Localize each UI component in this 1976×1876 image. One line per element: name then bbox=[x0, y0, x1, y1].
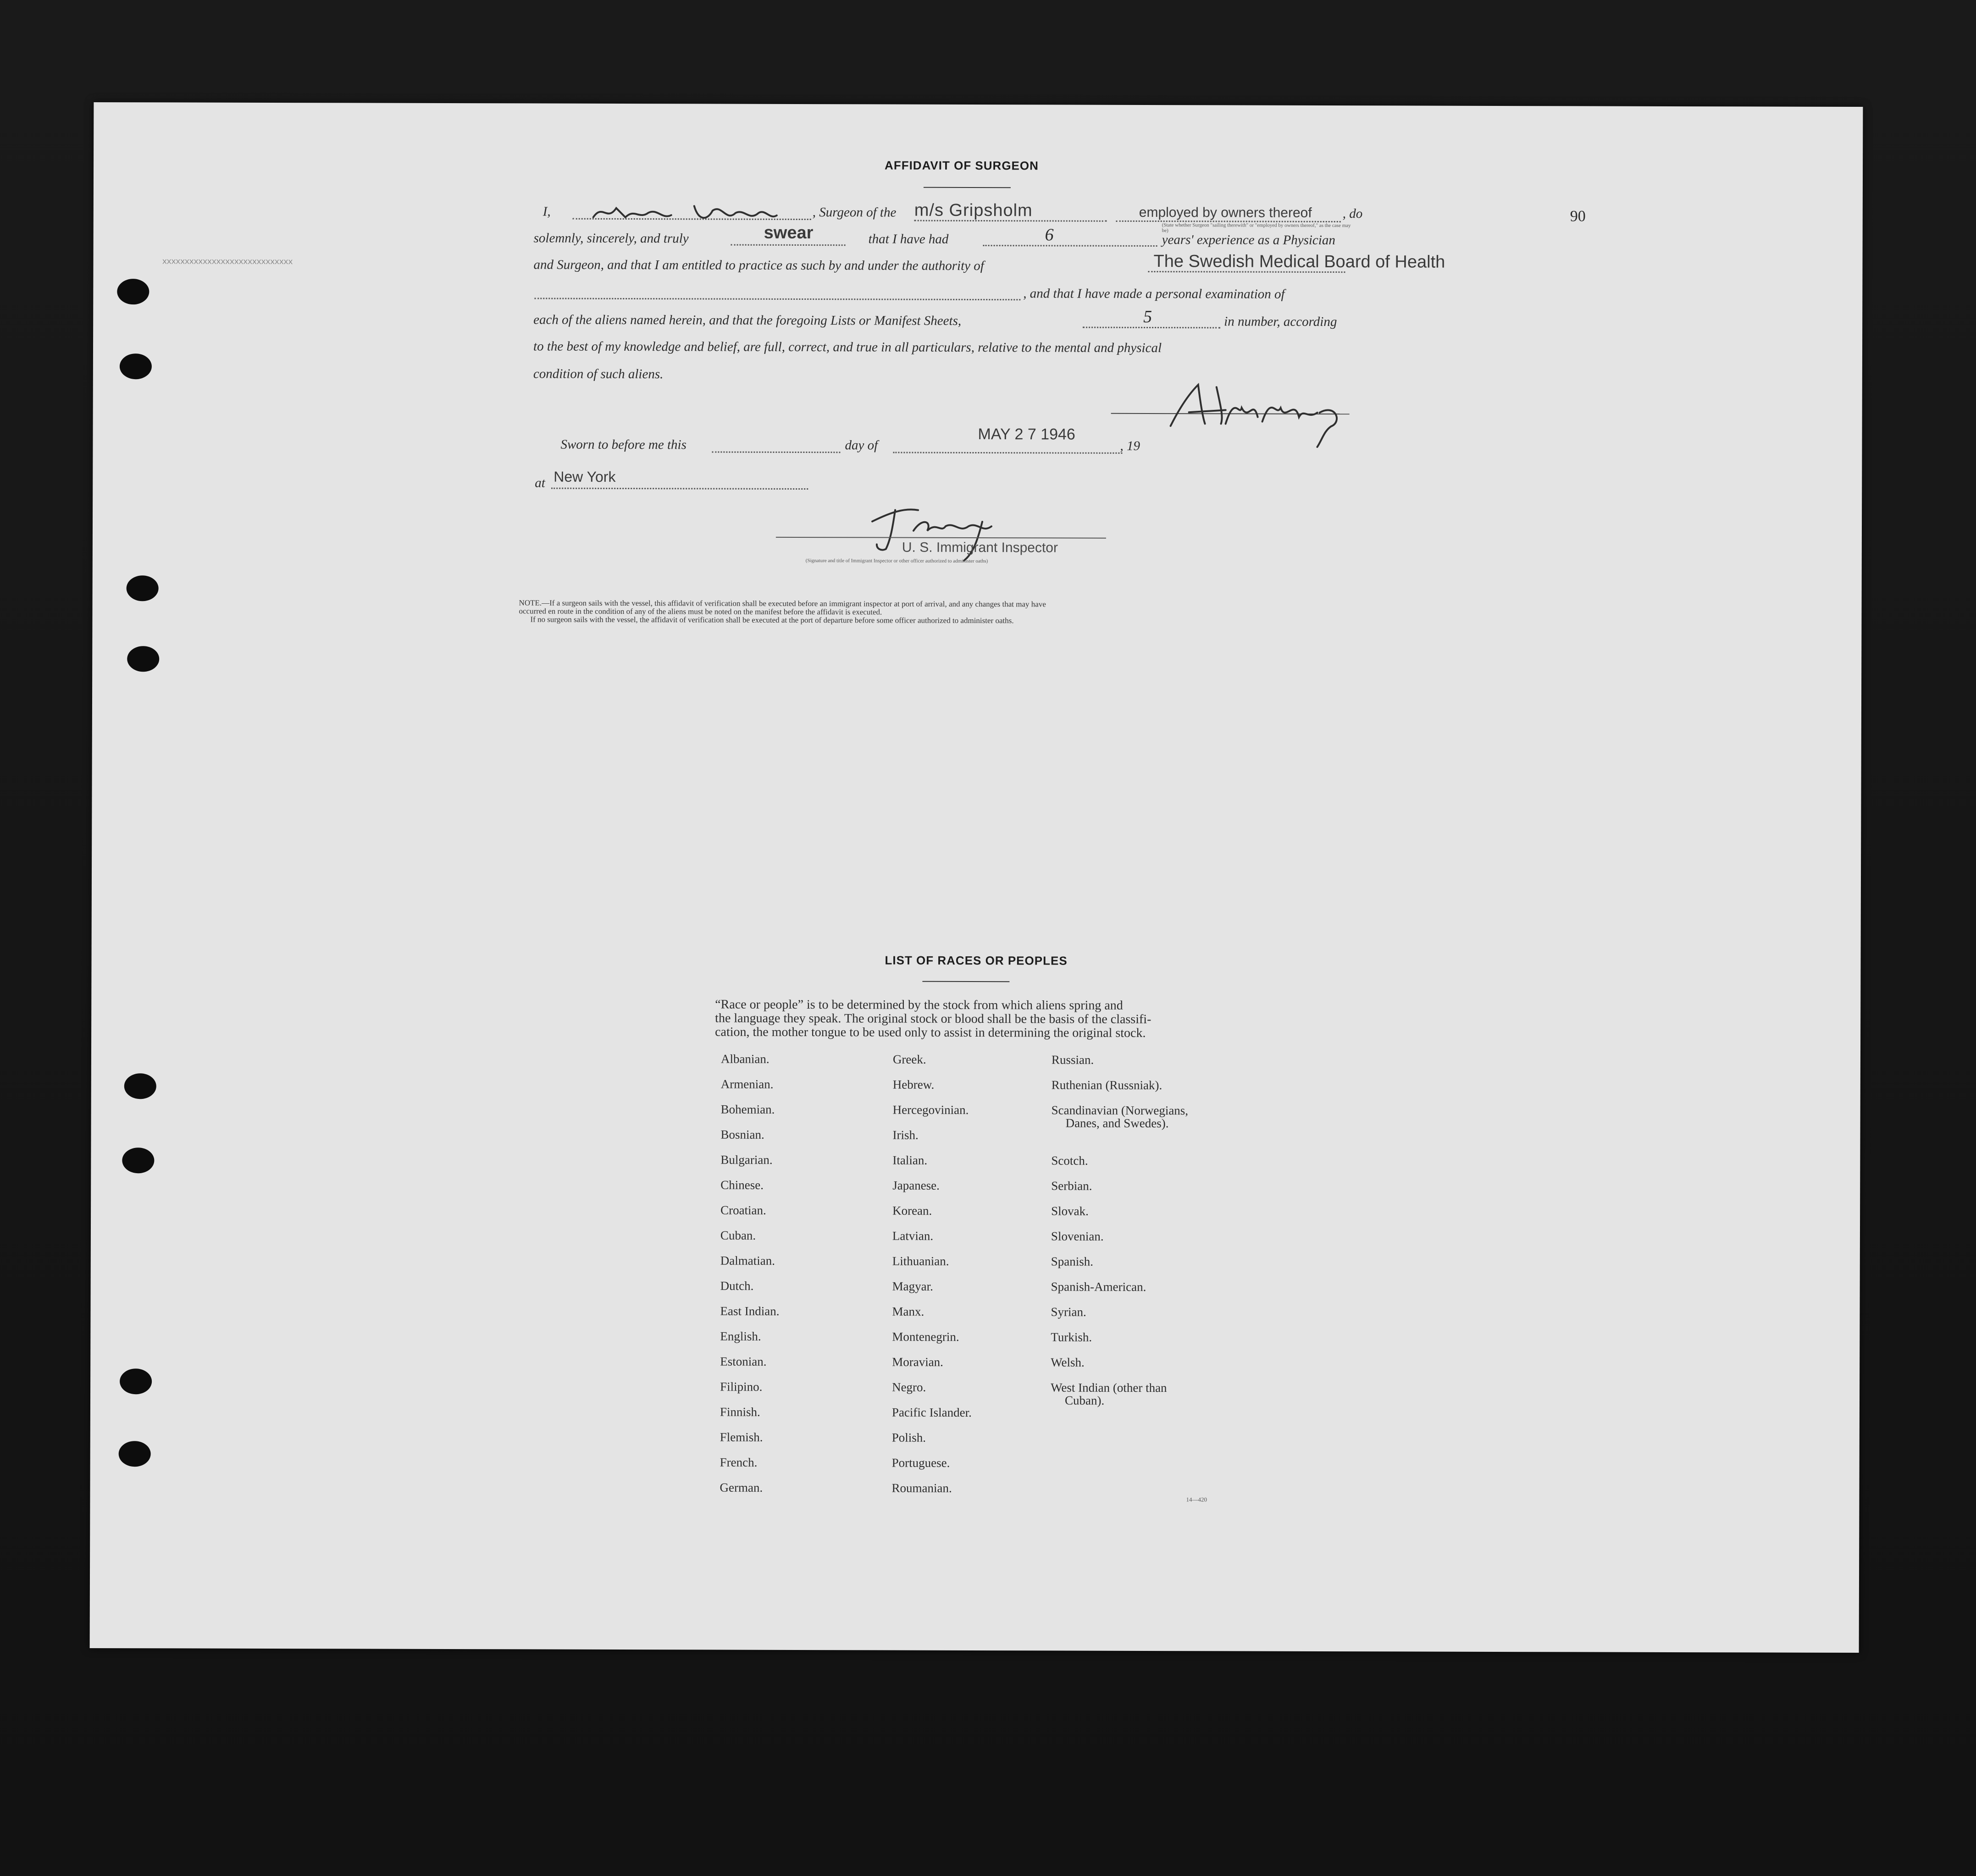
affidavit-text: , Surgeon of the bbox=[812, 205, 897, 220]
sworn-text: , 19 bbox=[1120, 438, 1140, 453]
race-item: Italian. bbox=[892, 1153, 928, 1167]
signature-caption: (Signature and title of Immigrant Inspector or other officer authorized to administer oaths) bbox=[805, 558, 988, 564]
race-item: Cuban. bbox=[720, 1228, 756, 1242]
punch-hole bbox=[117, 279, 149, 304]
race-item: Russian. bbox=[1051, 1053, 1094, 1067]
vessel-field bbox=[914, 220, 1107, 222]
race-item: Bohemian. bbox=[720, 1102, 775, 1116]
race-item: Albanian. bbox=[720, 1052, 769, 1066]
race-item: Spanish-American. bbox=[1051, 1280, 1146, 1294]
races-intro-line: the language they speak. The original stock or blood shall be the basis of the classifi- bbox=[715, 1011, 1151, 1026]
race-item: Manx. bbox=[892, 1304, 924, 1319]
race-item: Filipino. bbox=[720, 1379, 763, 1394]
race-item-continued: Cuban). bbox=[1064, 1393, 1105, 1407]
race-item: Dutch. bbox=[720, 1279, 754, 1293]
affidavit-note-line: occurred en route in the condition of any of the aliens must be noted on the manifest before the affidavit is executed. bbox=[519, 607, 882, 617]
inspector-title-stamp: U. S. Immigrant Inspector bbox=[902, 540, 1058, 556]
race-item: Estonian. bbox=[720, 1354, 767, 1368]
affidavit-text: , do bbox=[1342, 206, 1363, 221]
race-item: French. bbox=[720, 1455, 758, 1469]
race-item-continued: Danes, and Swedes). bbox=[1065, 1116, 1169, 1131]
affidavit-note-line: NOTE.—If a surgeon sails with the vessel, this affidavit of verification shall be executed before an immigrant inspector at port of arrival, and any changes that may have bbox=[519, 598, 1046, 609]
race-item: Moravian. bbox=[892, 1355, 943, 1369]
sworn-text: at bbox=[535, 475, 545, 491]
race-item: Japanese. bbox=[892, 1178, 940, 1192]
race-item: Montenegrin. bbox=[892, 1330, 959, 1344]
race-item: Syrian. bbox=[1051, 1305, 1086, 1319]
race-item: English. bbox=[720, 1329, 761, 1343]
race-item: East Indian. bbox=[720, 1304, 780, 1318]
race-item: Spanish. bbox=[1051, 1254, 1094, 1269]
races-title-underline bbox=[922, 981, 1009, 982]
race-item: Serbian. bbox=[1051, 1179, 1092, 1193]
race-item: Armenian. bbox=[720, 1077, 774, 1091]
affidavit-text: I, bbox=[542, 204, 551, 219]
sworn-month-field bbox=[893, 452, 1122, 454]
punch-hole bbox=[127, 646, 159, 672]
affidavit-text: , and that I have made a personal examination of bbox=[1023, 286, 1285, 302]
punch-hole bbox=[119, 1441, 151, 1467]
race-item: Chinese. bbox=[720, 1178, 764, 1192]
affidavit-text: to the best of my knowledge and belief, are full, correct, and true in all particulars, relative to the mental and physical bbox=[533, 339, 1162, 356]
authority-field-continued bbox=[534, 298, 1020, 300]
punch-hole bbox=[124, 1073, 156, 1099]
race-item: Latvian. bbox=[892, 1229, 934, 1243]
surgeon-signature bbox=[1161, 366, 1354, 449]
race-item: Irish. bbox=[892, 1128, 919, 1142]
affidavit-text: that I have had bbox=[868, 232, 949, 247]
sworn-place-field bbox=[551, 488, 808, 490]
sworn-text: day of bbox=[845, 438, 878, 453]
race-item: Flemish. bbox=[720, 1430, 763, 1444]
punch-hole bbox=[127, 575, 159, 601]
race-item: Magyar. bbox=[892, 1279, 933, 1293]
years-field bbox=[983, 245, 1157, 247]
licensing-authority: The Swedish Medical Board of Health bbox=[1153, 252, 1445, 272]
punch-hole bbox=[120, 353, 152, 379]
race-item: Negro. bbox=[892, 1380, 926, 1394]
form-number: 14—420 bbox=[1186, 1496, 1207, 1503]
employment-note: (State whether Surgeon "sailing therewith" or "employed by owners thereof," as the case may be) bbox=[1162, 222, 1351, 234]
affidavit-text: years' experience as a Physician bbox=[1162, 232, 1335, 248]
races-intro-line: “Race or people” is to be determined by the stock from which aliens spring and bbox=[715, 997, 1123, 1013]
race-item: Scandinavian (Norwegians, bbox=[1051, 1103, 1189, 1118]
races-title: LIST OF RACES OR PEOPLES bbox=[885, 953, 1068, 968]
crossed-out-line: xxxxxxxxxxxxxxxxxxxxxxxxxxxxx bbox=[162, 257, 293, 267]
race-item: Lithuanian. bbox=[892, 1254, 949, 1268]
race-item: Bosnian. bbox=[720, 1127, 764, 1142]
race-item: Slovenian. bbox=[1051, 1229, 1104, 1243]
affidavit-text: and Surgeon, and that I am entitled to practice as such by and under the authority of bbox=[533, 257, 984, 274]
vessel-name: m/s Gripsholm bbox=[914, 200, 1033, 221]
race-item: Turkish. bbox=[1051, 1330, 1092, 1344]
affidavit-text: solemnly, sincerely, and truly bbox=[533, 231, 689, 246]
employment-status: employed by owners thereof bbox=[1139, 204, 1312, 221]
years-experience: 6 bbox=[1045, 225, 1054, 245]
authority-field bbox=[1148, 271, 1345, 273]
affidavit-text: condition of such aliens. bbox=[533, 366, 664, 382]
affidavit-text: each of the aliens named herein, and that the foregoing Lists or Manifest Sheets, bbox=[533, 312, 962, 328]
sheets-field bbox=[1083, 327, 1220, 329]
affidavit-note-line: If no surgeon sails with the vessel, the affidavit of verification shall be executed at the port of departure before some officer authorized to administer oaths. bbox=[530, 615, 1014, 625]
race-item: Roumanian. bbox=[891, 1481, 952, 1495]
races-intro-line: cation, the mother tongue to be used only to assist in determining the original stock. bbox=[715, 1025, 1146, 1040]
race-item: German. bbox=[720, 1480, 763, 1495]
race-item: Ruthenian (Russniak). bbox=[1051, 1078, 1162, 1092]
oath-field bbox=[731, 244, 846, 246]
oath-word: swear bbox=[764, 223, 814, 243]
manifest-page bbox=[90, 102, 1863, 1653]
surgeon-name-handwriting bbox=[589, 199, 781, 227]
race-item: Hercegovinian. bbox=[892, 1103, 969, 1117]
race-item: Finnish. bbox=[720, 1405, 760, 1419]
race-item: Polish. bbox=[891, 1430, 926, 1445]
race-item: Slovak. bbox=[1051, 1204, 1089, 1218]
sworn-place: New York bbox=[554, 468, 616, 485]
title-underline bbox=[924, 187, 1011, 188]
punch-hole bbox=[120, 1368, 152, 1394]
race-item: Bulgarian. bbox=[720, 1153, 773, 1167]
page-number: 90 bbox=[1570, 208, 1586, 225]
race-item: Scotch. bbox=[1051, 1153, 1088, 1168]
race-item: Korean. bbox=[892, 1203, 932, 1218]
race-item: Greek. bbox=[892, 1052, 926, 1066]
race-item: West Indian (other than bbox=[1051, 1380, 1167, 1395]
race-item: Dalmatian. bbox=[720, 1253, 775, 1268]
sworn-text: Sworn to before me this bbox=[560, 437, 686, 452]
race-item: Hebrew. bbox=[892, 1077, 935, 1092]
sworn-date-stamp: MAY 2 7 1946 bbox=[978, 425, 1075, 443]
sheets-count: 5 bbox=[1143, 307, 1152, 326]
sworn-day-field bbox=[712, 451, 840, 453]
employment-field bbox=[1116, 221, 1341, 222]
affidavit-text: in number, according bbox=[1224, 314, 1337, 330]
race-item: Welsh. bbox=[1051, 1355, 1085, 1369]
race-item: Pacific Islander. bbox=[891, 1405, 972, 1419]
punch-hole bbox=[122, 1148, 154, 1173]
race-item: Croatian. bbox=[720, 1203, 766, 1217]
affidavit-title: AFFIDAVIT OF SURGEON bbox=[885, 158, 1039, 173]
race-item: Portuguese. bbox=[891, 1456, 950, 1470]
